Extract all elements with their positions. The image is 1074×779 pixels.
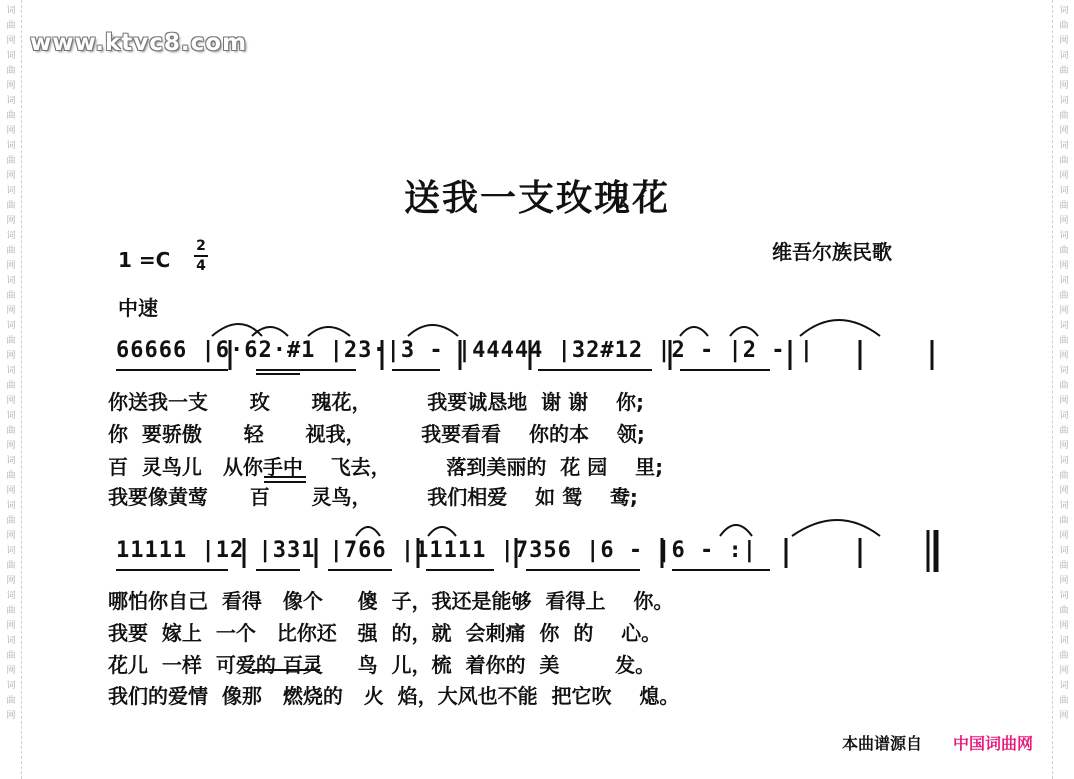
lyric-line-2-verse-3: 花儿 一样 可爱的 百灵 鸟 儿，梳 着你的 美 发。 bbox=[108, 653, 656, 677]
lyric-line-1-verse-2: 你 要骄傲 轻 视我， 我要看看 你的本 领; bbox=[108, 422, 645, 446]
slur-9 bbox=[720, 525, 752, 536]
notation-line-2: 11111 |12 |331 |766 |11111 |7356 |6 - |6 - :| bbox=[116, 538, 758, 563]
time-numerator: 2 bbox=[196, 238, 206, 254]
time-denominator: 4 bbox=[196, 258, 206, 274]
lyric-line-1-verse-4: 我要像黄莺 百 灵鸟， 我们相爱 如 鸳 鸯; bbox=[108, 485, 638, 509]
notation-line-1: 66666 |6·62·#1 |23·|3 - |44444 |32#12 |2 - |2 - | bbox=[116, 338, 815, 363]
slur-3 bbox=[308, 327, 350, 336]
lyric-line-2-verse-2: 我要 嫁上 一个 比你还 强 的，就 会刺痛 你 的 心。 bbox=[108, 621, 662, 645]
right-watermark-text: 词曲网词曲网词曲网词曲网词曲网词曲网词曲网词曲网词曲网词曲网词曲网词曲网词曲网词曲网词曲网词曲网 bbox=[1059, 6, 1069, 721]
key-signature: 1 =C bbox=[118, 248, 171, 272]
song-source: 维吾尔族民歌 bbox=[772, 240, 892, 264]
slur-6 bbox=[730, 327, 758, 336]
site-watermark: www.ktvc8.com bbox=[30, 30, 248, 56]
tie-2 bbox=[792, 520, 880, 536]
lyric-line-2-verse-4: 我们的爱情 像那 燃烧的 火 焰，大风也不能 把它吹 熄。 bbox=[108, 684, 680, 708]
slur-8 bbox=[428, 527, 456, 536]
slur-2 bbox=[252, 327, 288, 336]
song-title: 送我一支玫瑰花 bbox=[403, 177, 670, 219]
left-watermark-text: 词曲网词曲网词曲网词曲网词曲网词曲网词曲网词曲网词曲网词曲网词曲网词曲网词曲网词曲网词曲网词曲网 bbox=[6, 6, 16, 721]
tempo-marking: 中速 bbox=[118, 296, 158, 320]
footer-source-label: 本曲谱源自 bbox=[842, 734, 923, 753]
lyric-line-1-verse-3: 百 灵鸟儿 从你手中 飞去， 落到美丽的 花 园 里; bbox=[108, 455, 664, 479]
lyric-line-1-verse-1: 你送我一支 玫 瑰花， 我要诚恳地 谢 谢 你; bbox=[108, 390, 644, 414]
slur-4 bbox=[408, 325, 458, 336]
tie-1 bbox=[800, 320, 880, 336]
slur-7 bbox=[356, 527, 380, 536]
footer-site-link[interactable]: 中国词曲网 bbox=[953, 734, 1034, 753]
lyric-line-2-verse-1: 哪怕你自己 看得 像个 傻 子，我还是能够 看得上 你。 bbox=[108, 589, 674, 613]
slur-5 bbox=[680, 327, 708, 336]
